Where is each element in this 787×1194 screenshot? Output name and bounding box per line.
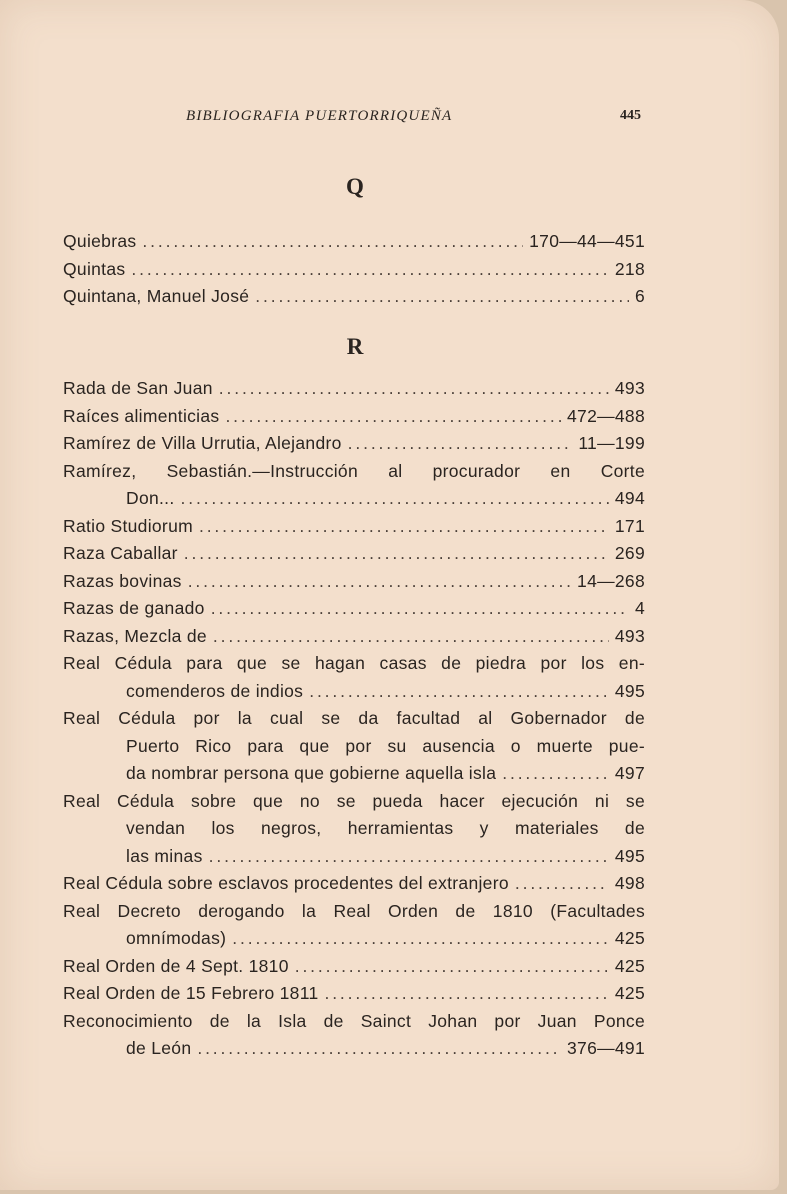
page-reference: 472—488 xyxy=(567,405,645,426)
index-entry xyxy=(63,458,645,513)
index-entry xyxy=(63,403,645,431)
entry-term: Raza Caballar xyxy=(63,543,178,563)
index-entry xyxy=(63,898,645,953)
entry-term: Raíces alimenticias xyxy=(63,405,220,426)
index-entry xyxy=(63,568,645,596)
entry-line xyxy=(63,953,645,981)
entry-text-line: Real Cédula para que se hagan casas de piedra por los en- xyxy=(63,653,645,673)
entry-final-line xyxy=(63,843,645,871)
entry-final-line xyxy=(63,925,645,953)
index-entry xyxy=(63,283,645,311)
entry-term: Razas de ganado xyxy=(63,598,205,618)
index-entry xyxy=(63,705,645,788)
index-entry xyxy=(63,256,645,284)
page-reference: 495 xyxy=(614,845,645,866)
entry-term: las minas xyxy=(126,845,203,866)
dot-leader xyxy=(197,1035,561,1063)
dot-leader xyxy=(188,568,571,596)
entry-line xyxy=(63,870,645,898)
entry-term: Ramírez de Villa Urrutia, Alejandro xyxy=(63,433,342,453)
entry-final-line xyxy=(63,1035,645,1063)
dot-leader xyxy=(209,843,609,871)
entry-term: Don... xyxy=(126,488,175,508)
dot-leader xyxy=(515,870,609,898)
entry-line xyxy=(63,228,645,256)
entry-final-line xyxy=(63,485,645,513)
page-reference: 218 xyxy=(614,258,645,279)
entry-term: Quintana, Manuel José xyxy=(63,286,250,306)
running-title: BIBLIOGRAFIA PUERTORRIQUEÑA xyxy=(186,108,453,124)
entry-final-line xyxy=(63,678,645,706)
page-reference: 425 xyxy=(614,983,645,1003)
page-reference: 171 xyxy=(614,515,645,536)
entry-text-line: Real Cédula sobre que no se pueda hacer ejecución ni se xyxy=(63,790,645,811)
entry-term: Real Orden de 4 Sept. 1810 xyxy=(63,955,289,976)
page-reference: 498 xyxy=(614,873,645,893)
index-entry xyxy=(63,595,645,623)
entry-text-line: Real Decreto derogando la Real Orden de 1810 (Facultades xyxy=(63,900,645,921)
entry-final-line xyxy=(63,760,645,788)
index-entry xyxy=(63,623,645,651)
dot-leader xyxy=(309,678,609,706)
dot-leader xyxy=(184,540,609,568)
index-entry xyxy=(63,953,645,981)
entry-term: comenderos de indios xyxy=(126,680,304,701)
section-letter-r: R xyxy=(346,334,364,359)
index-section-q xyxy=(63,228,645,311)
page-reference: 14—268 xyxy=(577,570,645,591)
dot-leader xyxy=(255,283,629,311)
dot-leader xyxy=(142,228,523,256)
entry-text-line: vendan los negros, herramientas y materiales de xyxy=(126,818,645,838)
dot-leader xyxy=(213,623,609,651)
dot-leader xyxy=(324,980,608,1008)
dot-leader xyxy=(502,760,609,788)
entry-line xyxy=(63,980,645,1008)
dot-leader xyxy=(295,953,609,981)
entry-text-line: Ramírez, Sebastián.—Instrucción al procurador en Corte xyxy=(63,460,645,481)
index-entry xyxy=(63,540,645,568)
entry-term: Quiebras xyxy=(63,231,137,251)
dot-leader xyxy=(348,430,573,458)
entry-term: Ratio Studiorum xyxy=(63,515,193,536)
entry-term: Real Orden de 15 Febrero 1811 xyxy=(63,983,319,1003)
page-reference: 425 xyxy=(614,955,645,976)
dot-leader xyxy=(199,513,609,541)
entry-line xyxy=(63,403,645,431)
index-entry xyxy=(63,1008,645,1063)
dot-leader xyxy=(232,925,609,953)
entry-term: Real Cédula sobre esclavos procedentes del extranjero xyxy=(63,873,509,893)
entry-text-line: Real Cédula por la cual se da facultad al Gobernador de xyxy=(63,708,645,728)
page-reference: 4 xyxy=(634,598,645,618)
page-reference: 495 xyxy=(614,680,645,701)
index-entry xyxy=(63,870,645,898)
page-reference: 493 xyxy=(614,625,645,646)
entry-term: Rada de San Juan xyxy=(63,378,213,398)
entry-text-line: Puerto Rico para que por su ausencia o muerte pue- xyxy=(126,735,645,756)
index-entry xyxy=(63,430,645,458)
entry-term: omnímodas) xyxy=(126,928,227,948)
entry-line xyxy=(63,283,645,311)
dot-leader xyxy=(219,375,609,403)
page-reference: 11—199 xyxy=(578,433,645,453)
page-reference: 6 xyxy=(634,286,645,306)
dot-leader xyxy=(225,403,561,431)
entry-line xyxy=(63,375,645,403)
dot-leader xyxy=(131,256,608,284)
entry-line xyxy=(63,256,645,284)
entry-term: da nombrar persona que gobierne aquella isla xyxy=(126,763,497,783)
entry-text-line: Reconocimiento de la Isla de Sainct Johan por Juan Ponce xyxy=(63,1010,645,1031)
page-reference: 269 xyxy=(614,543,645,563)
index-entry xyxy=(63,375,645,403)
index-section-r xyxy=(63,375,645,1063)
page-reference: 425 xyxy=(614,928,645,948)
page-reference: 494 xyxy=(614,488,645,508)
index-entry xyxy=(63,650,645,705)
entry-line xyxy=(63,595,645,623)
entry-line xyxy=(63,623,645,651)
entry-line xyxy=(63,430,645,458)
section-letter-q: Q xyxy=(346,174,364,199)
page-reference: 497 xyxy=(614,763,645,783)
page-reference: 170—44—451 xyxy=(529,231,645,251)
entry-line xyxy=(63,540,645,568)
entry-line xyxy=(63,513,645,541)
page-reference: 376—491 xyxy=(567,1038,645,1058)
dot-leader xyxy=(211,595,629,623)
entry-line xyxy=(63,568,645,596)
entry-term: de León xyxy=(126,1038,192,1058)
index-entry xyxy=(63,228,645,256)
index-entry xyxy=(63,513,645,541)
page-reference: 493 xyxy=(614,378,645,398)
index-entry xyxy=(63,788,645,871)
entry-term: Razas, Mezcla de xyxy=(63,625,207,646)
entry-term: Quintas xyxy=(63,258,126,279)
index-entry xyxy=(63,980,645,1008)
dot-leader xyxy=(181,485,609,513)
entry-term: Razas bovinas xyxy=(63,570,182,591)
page-number: 445 xyxy=(620,108,641,123)
